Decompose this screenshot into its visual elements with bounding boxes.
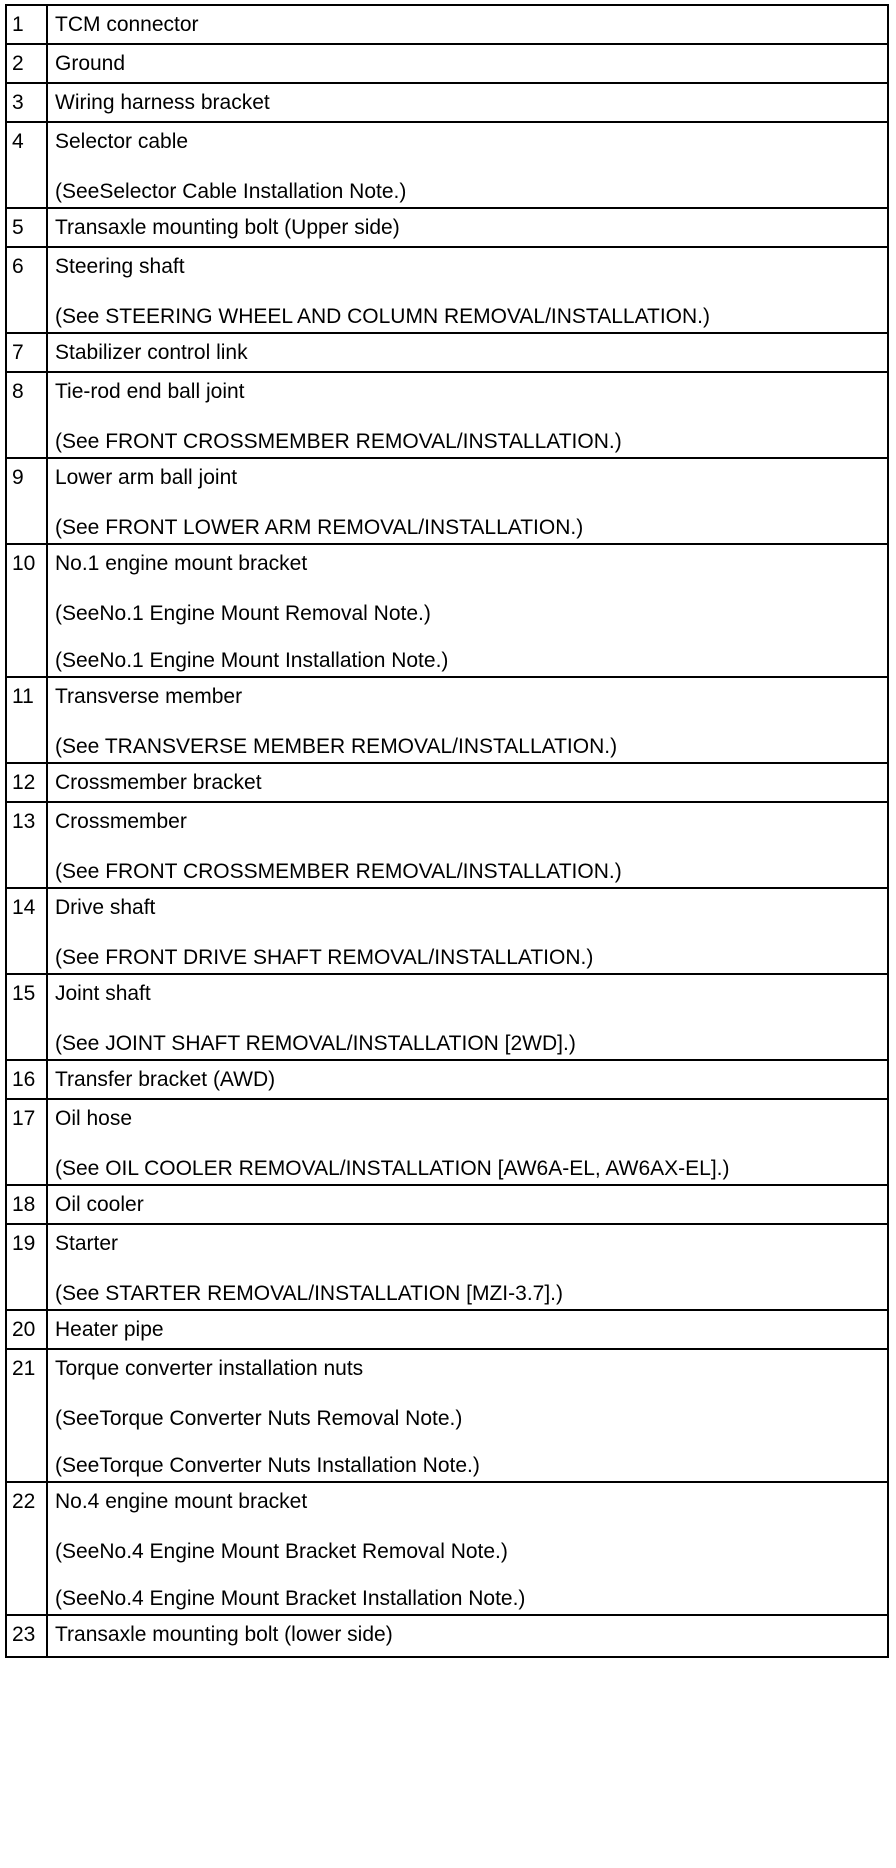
table-row — [6, 888, 888, 974]
table-row — [6, 1482, 888, 1615]
item-label: Transaxle mounting bolt (Upper side) — [55, 216, 400, 239]
item-label: Transfer bracket (AWD) — [55, 1068, 276, 1091]
item-label: Heater pipe — [55, 1318, 164, 1341]
table-row — [6, 544, 888, 677]
table-row — [6, 247, 888, 333]
item-label: Tie-rod end ball joint — [55, 380, 245, 403]
item-reference-note: (SeeNo.4 Engine Mount Bracket Removal Note.) — [55, 1540, 508, 1563]
item-number: 16 — [12, 1068, 36, 1091]
item-number: 6 — [12, 255, 24, 278]
item-reference-note: (SeeTorque Converter Nuts Installation Note.) — [55, 1454, 480, 1477]
item-label: Drive shaft — [55, 896, 156, 919]
item-reference-note: (SeeNo.1 Engine Mount Installation Note.) — [55, 649, 449, 672]
item-description-cell — [47, 247, 888, 333]
item-number: 7 — [12, 341, 24, 364]
item-label: Oil cooler — [55, 1193, 144, 1216]
item-description-cell — [47, 1310, 888, 1349]
item-label: TCM connector — [55, 13, 199, 36]
item-number: 22 — [12, 1490, 36, 1513]
table-row — [6, 677, 888, 763]
item-description-cell — [47, 1482, 888, 1615]
table-row — [6, 1099, 888, 1185]
item-description-cell — [47, 44, 888, 83]
item-number-cell — [6, 1099, 47, 1185]
item-reference-note: (See FRONT CROSSMEMBER REMOVAL/INSTALLATION.) — [55, 430, 622, 453]
item-reference-note: (See FRONT LOWER ARM REMOVAL/INSTALLATION.) — [55, 516, 584, 539]
item-description-cell — [47, 1615, 888, 1657]
item-number: 1 — [12, 13, 24, 36]
item-number: 21 — [12, 1357, 36, 1380]
item-number-cell — [6, 208, 47, 247]
item-reference-note: (SeeTorque Converter Nuts Removal Note.) — [55, 1407, 463, 1430]
item-label: Joint shaft — [55, 982, 151, 1005]
item-number: 14 — [12, 896, 36, 919]
table-row — [6, 1615, 888, 1657]
item-number-cell — [6, 1224, 47, 1310]
item-label: Starter — [55, 1232, 119, 1255]
item-reference-note: (SeeSelector Cable Installation Note.) — [55, 180, 407, 203]
item-number-cell — [6, 1615, 47, 1657]
item-reference-note: (See FRONT DRIVE SHAFT REMOVAL/INSTALLATION.) — [55, 946, 594, 969]
table-row — [6, 208, 888, 247]
table-row — [6, 5, 888, 44]
item-reference-note: (SeeNo.1 Engine Mount Removal Note.) — [55, 602, 431, 625]
item-description-cell — [47, 677, 888, 763]
item-number: 23 — [12, 1623, 36, 1646]
item-description-cell — [47, 333, 888, 372]
item-label: Crossmember — [55, 810, 187, 833]
item-description-cell — [47, 83, 888, 122]
item-label: Wiring harness bracket — [55, 91, 270, 114]
table-row — [6, 802, 888, 888]
item-reference-note: (See OIL COOLER REMOVAL/INSTALLATION [AW6A-EL, AW6AX-EL].) — [55, 1157, 730, 1180]
item-number: 4 — [12, 130, 24, 153]
item-number-cell — [6, 974, 47, 1060]
item-number: 8 — [12, 380, 24, 403]
item-label: Lower arm ball joint — [55, 466, 238, 489]
item-number-cell — [6, 888, 47, 974]
item-description-cell — [47, 802, 888, 888]
table-row — [6, 1060, 888, 1099]
item-label: Stabilizer control link — [55, 341, 248, 364]
item-number-cell — [6, 1310, 47, 1349]
item-number-cell — [6, 802, 47, 888]
item-description-cell — [47, 763, 888, 802]
item-label: Steering shaft — [55, 255, 185, 278]
item-number-cell — [6, 333, 47, 372]
item-number: 12 — [12, 771, 36, 794]
table-row — [6, 83, 888, 122]
item-number: 15 — [12, 982, 36, 1005]
item-number: 17 — [12, 1107, 36, 1130]
table-row — [6, 333, 888, 372]
item-label: Torque converter installation nuts — [55, 1357, 364, 1380]
item-number: 9 — [12, 466, 24, 489]
item-description-cell — [47, 1349, 888, 1482]
item-number: 18 — [12, 1193, 36, 1216]
item-description-cell — [47, 1185, 888, 1224]
item-number: 2 — [12, 52, 24, 75]
item-label: Oil hose — [55, 1107, 133, 1130]
item-number-cell — [6, 544, 47, 677]
item-description-cell — [47, 372, 888, 458]
table-row — [6, 44, 888, 83]
item-label: No.4 engine mount bracket — [55, 1490, 308, 1513]
item-number-cell — [6, 677, 47, 763]
table-row — [6, 1185, 888, 1224]
item-number-cell — [6, 44, 47, 83]
table-row — [6, 974, 888, 1060]
table-row — [6, 372, 888, 458]
item-number: 20 — [12, 1318, 36, 1341]
item-number-cell — [6, 1482, 47, 1615]
item-reference-note: (See STARTER REMOVAL/INSTALLATION [MZI-3.7].) — [55, 1282, 563, 1305]
item-number-cell — [6, 1349, 47, 1482]
item-description-cell — [47, 544, 888, 677]
item-description-cell — [47, 1060, 888, 1099]
item-label: Ground — [55, 52, 126, 75]
item-description-cell — [47, 974, 888, 1060]
table-row — [6, 763, 888, 802]
item-reference-note: (See FRONT CROSSMEMBER REMOVAL/INSTALLATION.) — [55, 860, 622, 883]
item-description-cell — [47, 1224, 888, 1310]
item-description-cell — [47, 5, 888, 44]
item-reference-note: (SeeNo.4 Engine Mount Bracket Installation Note.) — [55, 1587, 526, 1610]
item-number: 10 — [12, 552, 36, 575]
item-number-cell — [6, 122, 47, 208]
item-number-cell — [6, 1185, 47, 1224]
item-number-cell — [6, 247, 47, 333]
parts-legend-body — [6, 5, 888, 1657]
item-number-cell — [6, 83, 47, 122]
parts-legend-table — [5, 4, 889, 1658]
item-label: Selector cable — [55, 130, 189, 153]
item-label: Transaxle mounting bolt (lower side) — [55, 1623, 393, 1646]
item-number-cell — [6, 5, 47, 44]
item-description-cell — [47, 458, 888, 544]
item-reference-note: (See JOINT SHAFT REMOVAL/INSTALLATION [2WD].) — [55, 1032, 576, 1055]
item-number: 11 — [12, 685, 34, 708]
item-reference-note: (See STEERING WHEEL AND COLUMN REMOVAL/INSTALLATION.) — [55, 305, 711, 328]
item-number: 5 — [12, 216, 24, 239]
item-description-cell — [47, 122, 888, 208]
item-description-cell — [47, 1099, 888, 1185]
item-number: 3 — [12, 91, 24, 114]
item-number-cell — [6, 372, 47, 458]
item-number: 19 — [12, 1232, 36, 1255]
item-reference-note: (See TRANSVERSE MEMBER REMOVAL/INSTALLATION.) — [55, 735, 618, 758]
item-number-cell — [6, 763, 47, 802]
table-row — [6, 122, 888, 208]
item-label: Crossmember bracket — [55, 771, 262, 794]
item-number: 13 — [12, 810, 36, 833]
item-number-cell — [6, 458, 47, 544]
item-description-cell — [47, 888, 888, 974]
item-description-cell — [47, 208, 888, 247]
table-row — [6, 1224, 888, 1310]
item-label: No.1 engine mount bracket — [55, 552, 308, 575]
item-label: Transverse member — [55, 685, 243, 708]
table-row — [6, 1349, 888, 1482]
table-row — [6, 458, 888, 544]
item-number-cell — [6, 1060, 47, 1099]
table-row — [6, 1310, 888, 1349]
